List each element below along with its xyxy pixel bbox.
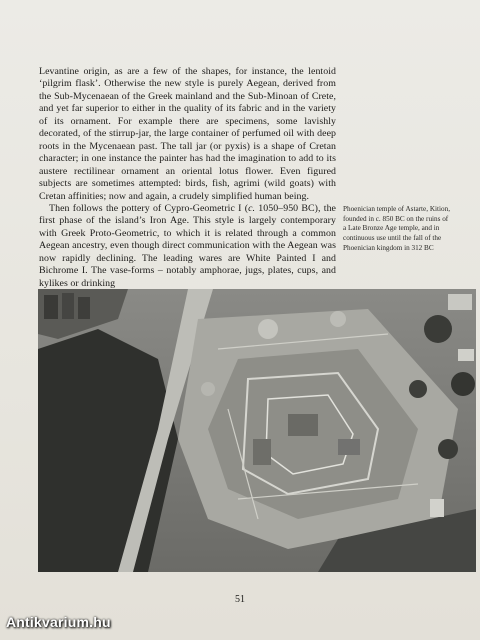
page-number: 51 [235, 594, 245, 605]
aerial-photo-drawing [38, 289, 476, 572]
body-text [39, 66, 336, 290]
paragraph-2-rest: 1050–950 BC), the first phase of the island’s Iron Age. This style is largely contemporary with Greek Proto-Geometric, to which it is related through a common Aegean ancestry, even though direct communication with the Aegean was now rapidly declining. The leading wares are White Painted I and Bichrome I. The vase-forms – notably amphorae, jugs, plates, cups, and kylikes or drinking [39, 202, 336, 289]
circa-abbreviation: c. [248, 202, 256, 214]
paragraph-2-start: Then follows the pottery of Cypro-Geometric I ( [49, 202, 249, 214]
paragraph-1: Levantine origin, as are a few of the shapes, for instance, the lentoid ‘pilgrim flask’. Otherwise the new style is purely Aegean, derived from the Sub-Mycenaean of the Greek mainland and the Sub-Minoan of Crete, and yet far superior to either in the quality of its fabric and in the variety of its ornament. For example there are specimens, some lavishly decorated, of the stirrup-jar, the large container of perfumed oil with deep roots in the Mycenaean past. The tall jar (or pyxis) is a shape of Cretan character; in one instance the painter has had the imagination to add to its austere rectilinear ornament an oriental lotus flower. Even figured subjects are sometimes attempted: birds, fish, agrimi (wild goats) with Cretan affinities; now and again, a crudely simplified human being. [39, 66, 336, 202]
paragraph-2 [39, 203, 336, 290]
aerial-photo-temple-ruins [38, 289, 476, 572]
watermark-logo: Antikvarium.hu [6, 614, 111, 630]
photo-caption: Phoenician temple of Astarte, Kition, founded in c. 850 BC on the ruins of a Late Bronze Age temple, and in continuous use until the fall of the Phoenician kingdom in 312 BC [343, 205, 450, 252]
